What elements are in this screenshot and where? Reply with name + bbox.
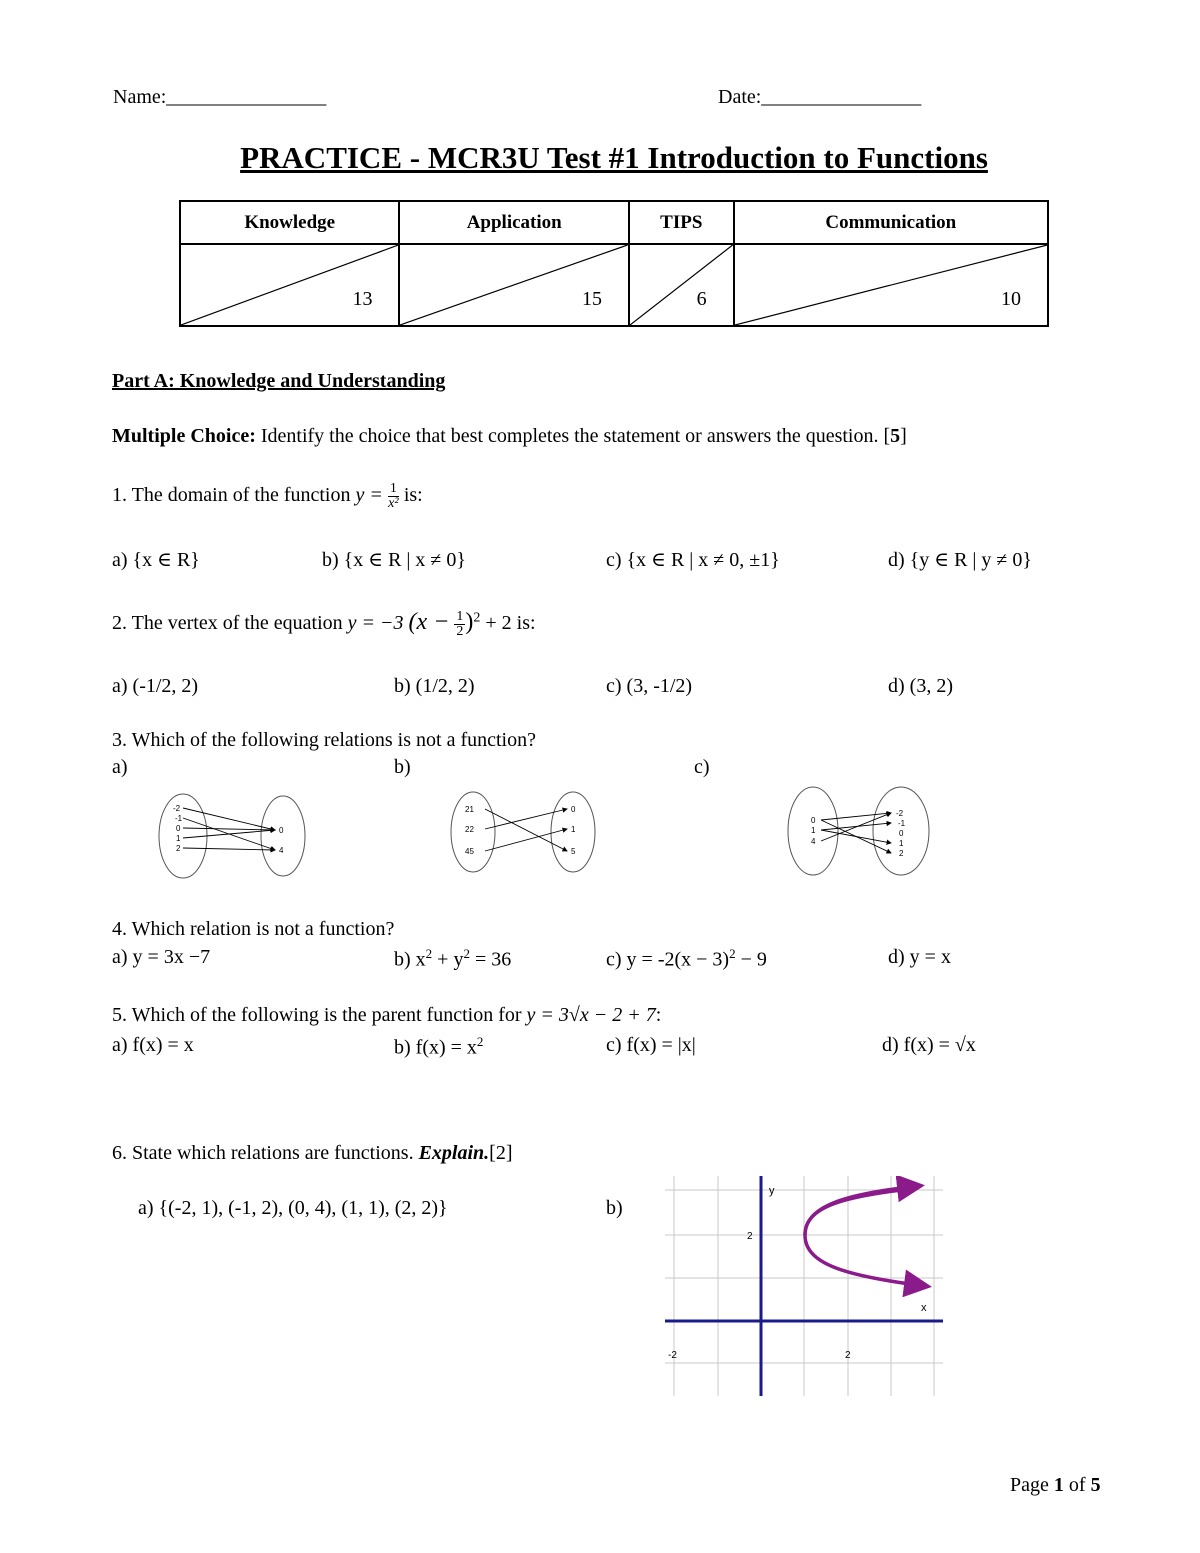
score-cell-tips[interactable] bbox=[629, 244, 734, 326]
q5-b-exp: 2 bbox=[476, 1034, 484, 1049]
q6-marks: [2] bbox=[489, 1142, 513, 1164]
q2-option-d[interactable]: d) (3, 2) bbox=[888, 675, 953, 697]
range-value: -1 bbox=[898, 819, 906, 828]
mapping-diagram-b[interactable] bbox=[447, 788, 607, 880]
domain-value: -2 bbox=[173, 804, 181, 813]
q4-c-post: − 9 bbox=[735, 948, 767, 971]
domain-value: 45 bbox=[465, 847, 474, 856]
parabola-graph[interactable] bbox=[665, 1176, 943, 1396]
q4-b-exp: 2 bbox=[463, 946, 470, 961]
parabola-curve-upper bbox=[805, 1186, 918, 1235]
range-oval bbox=[261, 796, 305, 876]
q4-option-c[interactable] bbox=[606, 946, 767, 972]
header-communication: Communication bbox=[734, 201, 1048, 244]
mc-text: Identify the choice that best completes the statement or answers the question. [ bbox=[255, 425, 891, 447]
x-tick-label-pos: 2 bbox=[845, 1350, 851, 1361]
mc-label: Multiple Choice: bbox=[112, 425, 256, 447]
q3-option-c[interactable]: c) bbox=[694, 756, 710, 778]
q4-b-exp: 2 bbox=[425, 946, 433, 961]
mapping-diagram-a[interactable] bbox=[155, 790, 315, 882]
q4-option-a[interactable]: a) y = 3x −7 bbox=[112, 946, 211, 968]
q5-option-c[interactable]: c) f(x) = |x| bbox=[606, 1034, 696, 1056]
date-field[interactable]: Date:________________ bbox=[718, 86, 922, 108]
q2-option-a[interactable]: a) (-1/2, 2) bbox=[112, 675, 199, 697]
domain-value: 0 bbox=[811, 816, 816, 825]
q2-option-b[interactable]: b) (1/2, 2) bbox=[394, 675, 475, 697]
q2-eq-close: ) bbox=[465, 609, 474, 635]
diagonal-line bbox=[181, 245, 398, 325]
question-1 bbox=[112, 482, 423, 511]
q5-option-a[interactable]: a) f(x) = x bbox=[112, 1034, 194, 1056]
page-pre: Page bbox=[1010, 1474, 1054, 1496]
domain-oval bbox=[159, 794, 207, 878]
question-5 bbox=[112, 1004, 661, 1027]
diagonal-line bbox=[735, 245, 1047, 325]
q6-explain: Explain. bbox=[418, 1142, 490, 1164]
q4-c-exp: 2 bbox=[729, 946, 736, 961]
q2-eq-left: y = −3 bbox=[347, 612, 404, 634]
q1-option-a[interactable]: a) {x ∈ R} bbox=[112, 549, 200, 571]
mapping-arrows bbox=[821, 813, 891, 853]
domain-value: 2 bbox=[176, 844, 181, 853]
domain-value: -1 bbox=[175, 814, 183, 823]
q4-b-post: = 36 bbox=[469, 948, 512, 971]
q4-b-pre: b) x bbox=[394, 948, 426, 971]
q5-option-d[interactable]: d) f(x) = √x bbox=[882, 1034, 976, 1056]
range-value: 2 bbox=[899, 849, 904, 858]
score-cell-application[interactable] bbox=[399, 244, 629, 326]
range-value: 0 bbox=[899, 829, 904, 838]
domain-value: 0 bbox=[176, 824, 181, 833]
y-tick-label: 2 bbox=[747, 1231, 753, 1242]
q6-part-b-label: b) bbox=[606, 1197, 623, 1219]
total-application: 15 bbox=[581, 288, 602, 310]
header-application: Application bbox=[399, 201, 629, 244]
q5-option-b[interactable] bbox=[394, 1034, 483, 1060]
range-value: -2 bbox=[896, 809, 904, 818]
range-value: 0 bbox=[571, 805, 576, 814]
q2-den: 2 bbox=[456, 623, 464, 639]
x-tick-label-neg: -2 bbox=[668, 1350, 677, 1361]
q2-num: 1 bbox=[456, 608, 464, 624]
q6-part-a: a) {(-2, 1), (-1, 2), (0, 4), (1, 1), (2, 2)} bbox=[138, 1197, 448, 1219]
q1-den: x² bbox=[388, 496, 399, 511]
q1-eq: y = bbox=[355, 484, 383, 507]
page-title: PRACTICE - MCR3U Test #1 Introduction to Functions bbox=[240, 140, 988, 175]
q2-eq-right: + 2 bbox=[485, 612, 512, 634]
q2-prefix: 2. The vertex of the equation bbox=[112, 612, 348, 634]
q5-eq: y = 3√x − 2 + 7 bbox=[526, 1004, 656, 1026]
range-value: 0 bbox=[279, 826, 284, 835]
q2-suffix: is: bbox=[511, 612, 536, 634]
diagonal-line bbox=[400, 245, 628, 325]
q2-fraction bbox=[454, 610, 465, 639]
q1-num: 1 bbox=[389, 481, 397, 496]
q1-prefix: 1. The domain of the function bbox=[112, 484, 356, 507]
page-total: 5 bbox=[1090, 1474, 1101, 1496]
total-communication: 10 bbox=[1001, 288, 1021, 310]
score-cell-communication[interactable] bbox=[734, 244, 1048, 326]
q3-option-a[interactable]: a) bbox=[112, 756, 128, 778]
range-value: 5 bbox=[571, 847, 576, 856]
domain-value: 22 bbox=[465, 825, 474, 834]
question-6 bbox=[112, 1142, 513, 1165]
domain-value: 1 bbox=[811, 826, 816, 835]
q5-b-text: b) f(x) = x bbox=[394, 1036, 477, 1059]
total-knowledge: 13 bbox=[352, 288, 373, 310]
domain-value: 4 bbox=[811, 837, 816, 846]
q2-eq-open: (x − bbox=[408, 609, 450, 635]
part-a-heading: Part A: Knowledge and Understanding bbox=[112, 370, 446, 392]
mc-marks: 5 bbox=[890, 425, 901, 447]
range-value: 1 bbox=[899, 839, 904, 848]
q2-exponent: 2 bbox=[473, 610, 481, 626]
mc-close: ] bbox=[900, 425, 907, 447]
domain-value: 21 bbox=[465, 805, 474, 814]
page-current: 1 bbox=[1053, 1474, 1064, 1496]
question-4: 4. Which relation is not a function? bbox=[112, 918, 395, 940]
q1-option-b[interactable]: b) {x ∈ R | x ≠ 0} bbox=[322, 549, 466, 571]
q2-option-c[interactable]: c) (3, -1/2) bbox=[606, 675, 693, 697]
diagonal-line bbox=[630, 245, 733, 325]
q4-c-pre: c) y = -2(x − 3) bbox=[606, 948, 730, 971]
q6-prefix: 6. State which relations are functions. bbox=[112, 1142, 419, 1164]
mapping-diagram-c[interactable] bbox=[783, 783, 943, 879]
domain-value: 1 bbox=[176, 834, 181, 843]
q5-suffix: : bbox=[655, 1004, 662, 1026]
q1-suffix: is: bbox=[398, 484, 423, 507]
header-tips: TIPS bbox=[629, 201, 734, 244]
range-value: 1 bbox=[571, 825, 576, 834]
y-axis-label: y bbox=[769, 1185, 775, 1197]
total-tips: 6 bbox=[696, 288, 707, 310]
x-axis-label: x bbox=[921, 1302, 927, 1314]
q4-option-b[interactable] bbox=[394, 946, 511, 972]
q1-fraction bbox=[388, 482, 399, 511]
range-value: 4 bbox=[279, 846, 284, 855]
q5-prefix: 5. Which of the following is the parent function for bbox=[112, 1004, 527, 1026]
q4-option-d[interactable]: d) y = x bbox=[888, 946, 951, 968]
page-mid: of bbox=[1063, 1474, 1091, 1496]
name-field[interactable]: Name:________________ bbox=[113, 86, 327, 108]
page-number bbox=[1010, 1474, 1101, 1497]
q3-option-b[interactable]: b) bbox=[394, 756, 411, 778]
grid-lines bbox=[665, 1176, 943, 1396]
parabola-curve-lower bbox=[805, 1188, 925, 1286]
marks-table bbox=[179, 200, 1049, 327]
question-2 bbox=[112, 609, 536, 639]
header-knowledge: Knowledge bbox=[180, 201, 399, 244]
mapping-arrows bbox=[485, 809, 567, 851]
q1-option-c[interactable]: c) {x ∈ R | x ≠ 0, ±1} bbox=[606, 549, 780, 571]
mc-instructions bbox=[112, 425, 907, 448]
q1-option-d[interactable]: d) {y ∈ R | y ≠ 0} bbox=[888, 549, 1032, 571]
q4-b-mid: + y bbox=[432, 948, 464, 971]
question-3: 3. Which of the following relations is not a function? bbox=[112, 729, 536, 751]
score-cell-knowledge[interactable] bbox=[180, 244, 399, 326]
